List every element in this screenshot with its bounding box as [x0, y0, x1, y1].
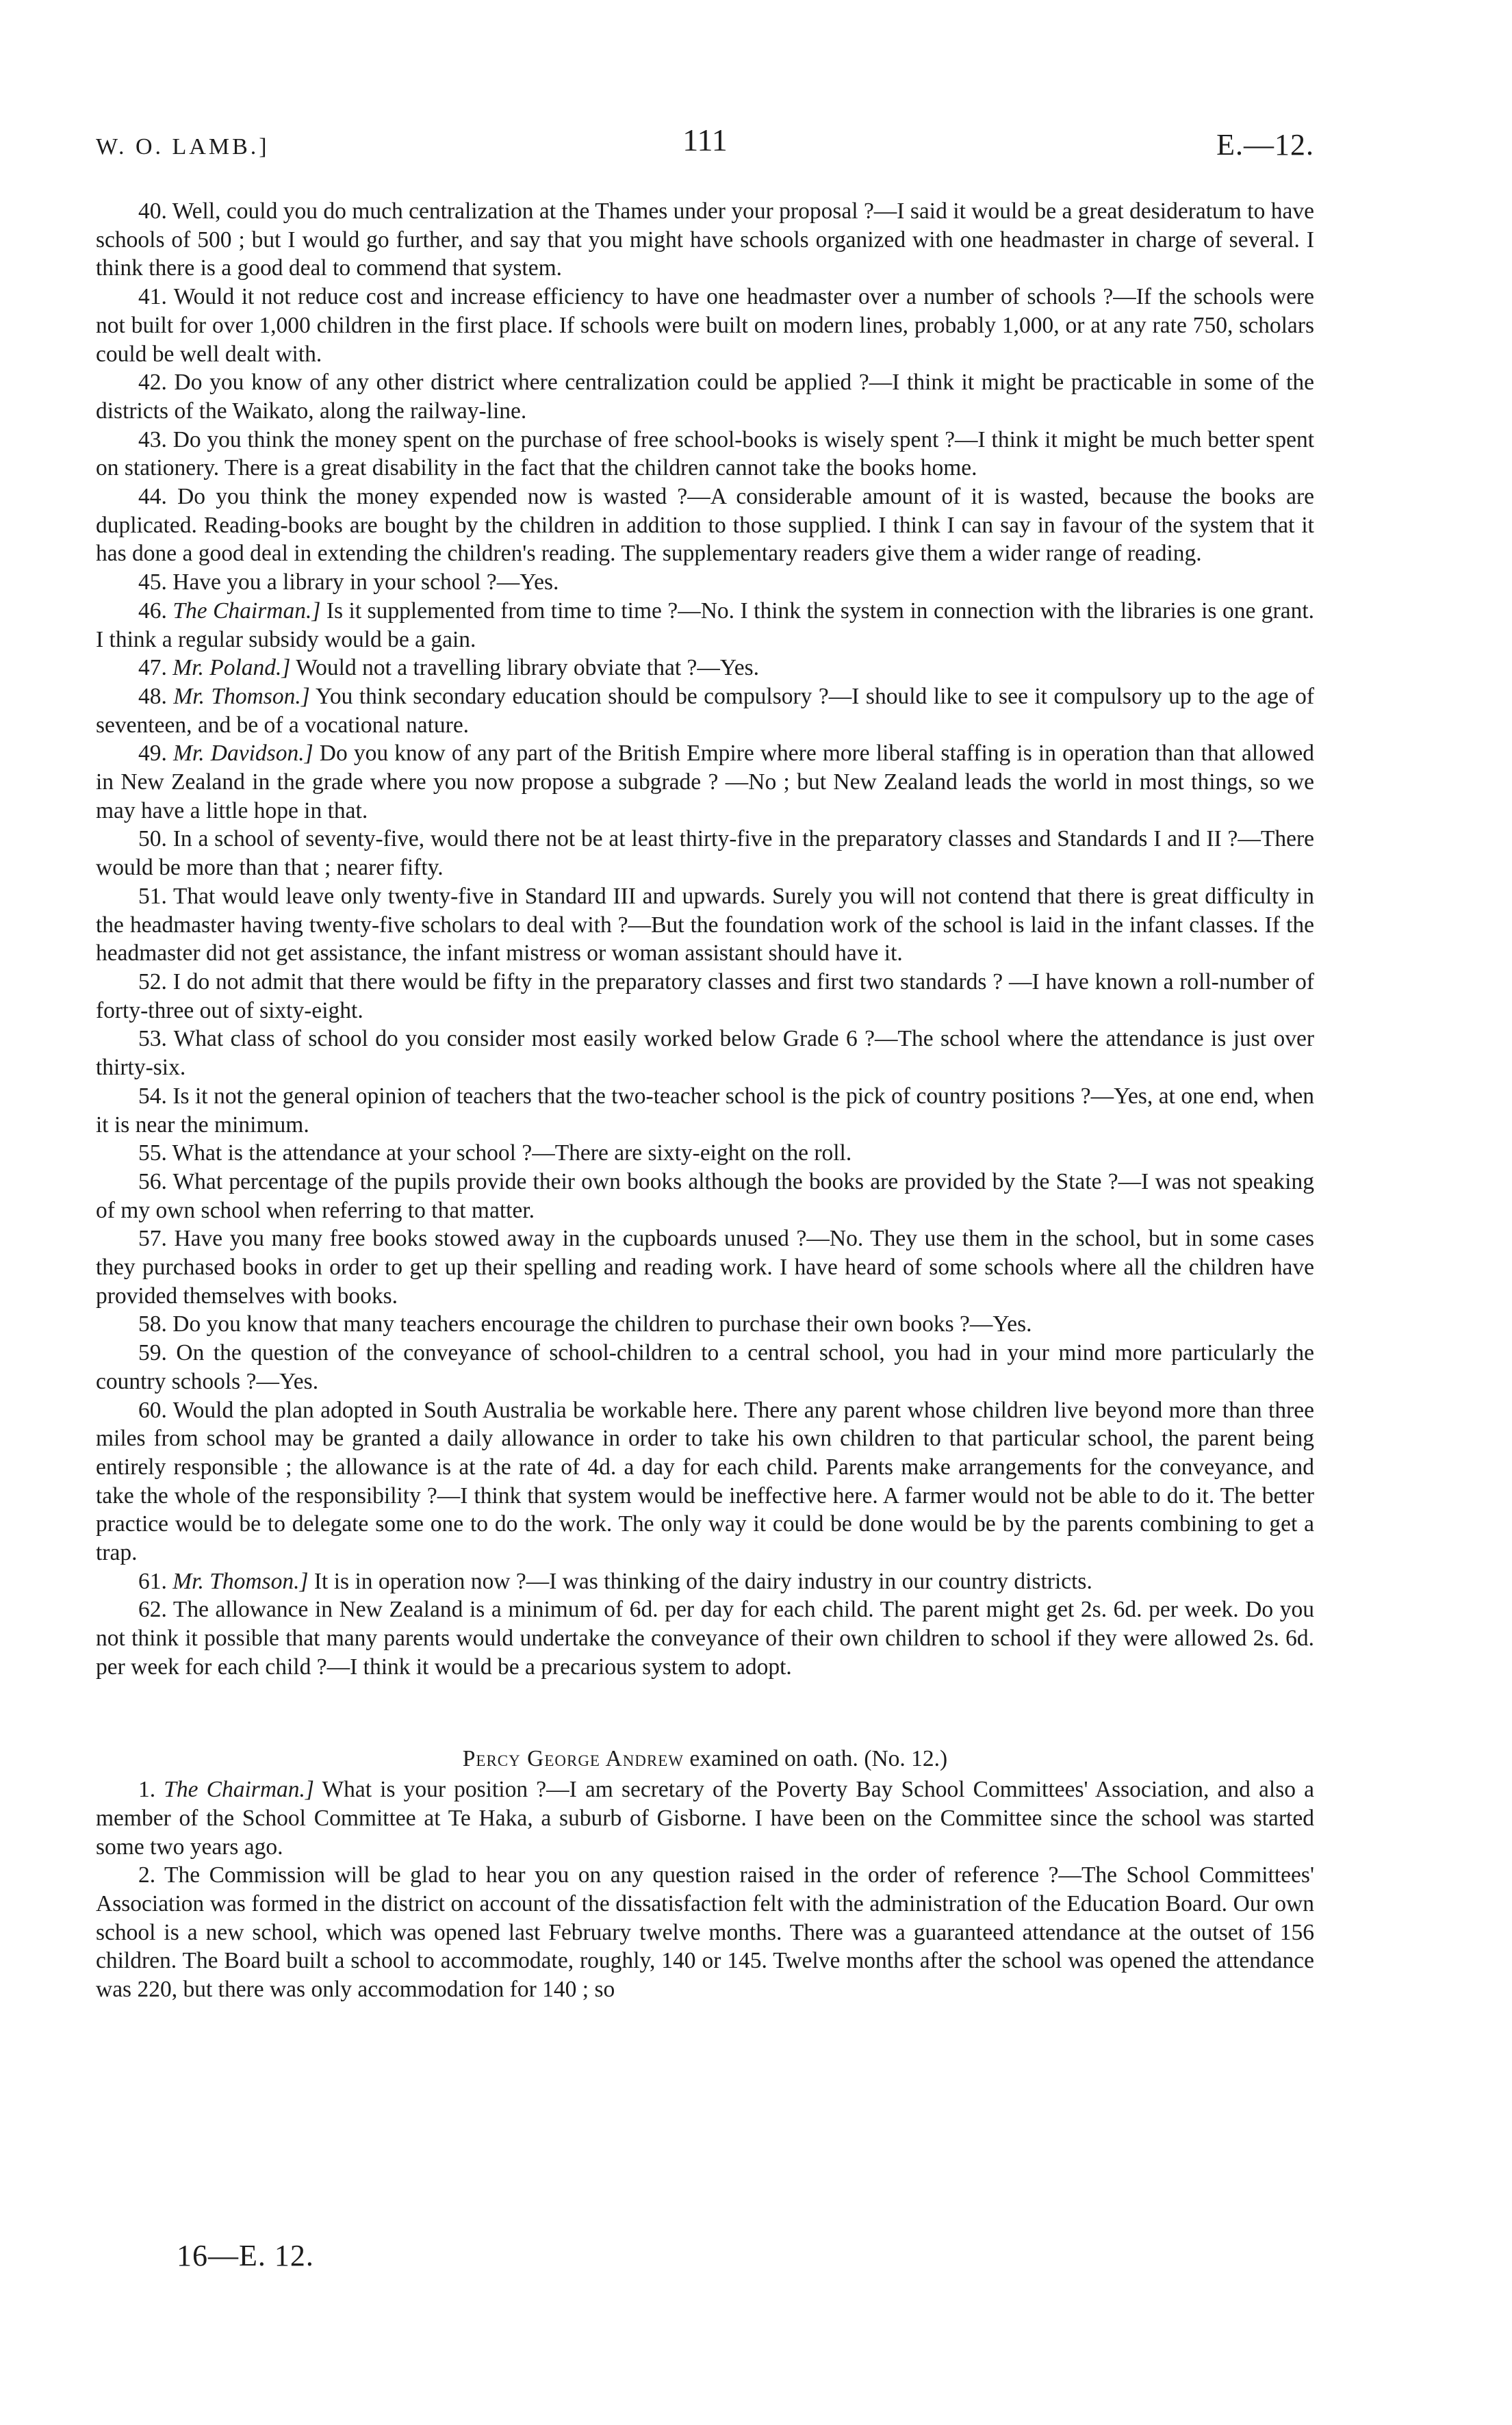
question-number: 44. — [138, 484, 167, 510]
page-number: 111 — [682, 123, 728, 157]
question-number: 47. — [138, 655, 167, 681]
qa-paragraph — [96, 1567, 1314, 1596]
question-text: In a school of seventy-five, would there not be at least thirty-five in the preparatory classes and Standards I and II ?—There would be more than that ; nearer fifty. — [96, 826, 1314, 881]
question-text: Would it not reduce cost and increase efficiency to have one headmaster over a number of schools ?—If the schools were not built for over 1,000 children in the first place. If schools were built on modern lines, probably 1,000, or at any rate 750, scholars could be well dealt with. — [96, 284, 1314, 367]
question-number: 59. — [138, 1340, 167, 1366]
document-body — [96, 197, 1314, 2004]
question-text: What is your position ?—I am secretary of the Poverty Bay School Committees' Association, and also a member of the School Committee at Te Haka, a suburb of Gisborne. I have been on the Committee since the school was started some two years ago. — [96, 1777, 1315, 1860]
question-number: 56. — [138, 1168, 167, 1194]
speaker-name: Mr. Poland.] — [172, 655, 291, 681]
qa-paragraph — [96, 368, 1314, 425]
qa-paragraph — [96, 682, 1314, 739]
qa-paragraph — [96, 197, 1314, 283]
qa-paragraph — [96, 654, 1314, 682]
question-number: 62. — [138, 1597, 167, 1623]
question-text: What percentage of the pupils provide their own books although the books are provided by the State ?—I was not speaking of my own school when referring to that matter. — [96, 1168, 1314, 1223]
question-number: 60. — [138, 1397, 167, 1423]
qa-paragraph — [96, 568, 1314, 597]
question-text: Do you think the money spent on the purchase of free school-books is wisely spent ?—I think it might be much better spent on stationery. There is a great disability in the fact that the children cannot take the books home. — [96, 426, 1314, 481]
question-number: 50. — [138, 826, 167, 852]
question-text: Do you know of any part of the British Empire where more liberal staffing is in operation than that allowed in New Zealand in the grade where you now propose a subgrade ? —No ; but New Zealand leads the world in most things, so we may have a little hope in that. — [96, 741, 1315, 823]
question-number: 43. — [138, 426, 167, 452]
qa-paragraph — [96, 1139, 1314, 1168]
witness-heading — [96, 1745, 1314, 1773]
question-text: What class of school do you consider most easily worked below Grade 6 ?—The school where the attendance is just over thirty-six. — [96, 1026, 1314, 1081]
question-text: That would leave only twenty-five in Standard III and upwards. Surely you will not contend that there is great difficulty in the headmaster having twenty-five scholars to deal with ?—But the foundation work of the school is laid in the infant classes. If the headmaster did not get assistance, the infant mistress or woman assistant should have it. — [96, 883, 1314, 966]
qa-paragraph — [96, 283, 1314, 368]
question-number: 55. — [138, 1140, 167, 1166]
qa-paragraph — [96, 968, 1314, 1025]
document-code: E.—12. — [1216, 128, 1314, 162]
question-number: 61. — [138, 1568, 167, 1594]
qa-paragraph — [96, 1310, 1314, 1339]
question-text: You think secondary education should be compulsory ?—I should like to see it compulsory up to the age of seventeen, and be of a vocational nature. — [96, 683, 1314, 738]
andrew-testimony — [96, 1775, 1314, 2004]
qa-paragraph — [96, 825, 1314, 882]
question-number: 54. — [138, 1083, 167, 1109]
question-number: 48. — [138, 683, 167, 709]
signature-mark: 16—E. 12. — [177, 2239, 314, 2272]
qa-paragraph — [96, 882, 1314, 968]
qa-paragraph — [96, 483, 1314, 568]
qa-paragraph — [96, 597, 1314, 654]
question-text: Have you many free books stowed away in the cupboards unused ?—No. They use them in the school, but in some cases they purchased books in order to get up their spelling and reading work. I have heard of some schools where all the children have provided themselves with books. — [96, 1226, 1315, 1309]
question-text: The Commission will be glad to hear you on any question raised in the order of reference ?—The School Committees' Association was formed in the district on account of the dissatisfaction felt with the administration of the Education Board. Our own school is a new school, which was opened last February twelve months. There was a guaranteed attendance at the outset of 156 children. The Board built a school to accommodate, roughly, 140 or 145. Twelve months after the school was opened the attendance was 220, but there was only accommodation for 140 ; so — [96, 1862, 1314, 2003]
witness-running-head: W. O. LAMB.] — [96, 134, 270, 159]
question-text: Do you know that many teachers encourage the children to purchase their own books ?—Yes. — [172, 1311, 1032, 1337]
qa-paragraph — [96, 1396, 1314, 1567]
question-number: 40. — [138, 198, 167, 224]
question-text: What is the attendance at your school ?—There are sixty-eight on the roll. — [172, 1140, 852, 1166]
question-text: Is it supplemented from time to time ?—No. I think the system in connection with the libraries is one grant. I think a regular subsidy would be a gain. — [96, 598, 1315, 652]
question-text: Would not a travelling library obviate that ?—Yes. — [296, 655, 759, 681]
qa-paragraph — [96, 1224, 1314, 1310]
question-text: It is in operation now ?—I was thinking of the dairy industry in our country districts. — [313, 1568, 1092, 1594]
question-text: I do not admit that there would be fifty in the preparatory classes and first two standards ? —I have known a roll-number of forty-three out of sixty-eight. — [96, 968, 1315, 1023]
question-number: 2. — [138, 1862, 156, 1888]
witness-name: Percy George Andrew — [462, 1745, 684, 1771]
question-number: 49. — [138, 741, 167, 767]
qa-paragraph — [96, 426, 1314, 483]
lamb-testimony — [96, 197, 1314, 1682]
speaker-name: Mr. Thomson.] — [172, 1568, 309, 1594]
question-number: 45. — [138, 569, 167, 595]
qa-paragraph — [96, 1595, 1314, 1681]
question-text: Do you know of any other district where centralization could be applied ?—I think it might be practicable in some of the districts of the Waikato, along the railway-line. — [96, 370, 1315, 424]
section-gap — [96, 1682, 1314, 1745]
qa-paragraph — [96, 1861, 1314, 2004]
qa-paragraph — [96, 739, 1314, 825]
question-number: 58. — [138, 1311, 167, 1337]
speaker-name: The Chairman.] — [172, 598, 321, 624]
question-number: 53. — [138, 1026, 167, 1052]
question-text: Is it not the general opinion of teachers that the two-teacher school is the pick of country positions ?—Yes, at one end, when it is near the minimum. — [96, 1083, 1314, 1138]
question-text: The allowance in New Zealand is a minimum of 6d. per day for each child. The parent might get 2s. 6d. per week. Do you not think it possible that many parents would undertake the conveyance of their own children to school if they were allowed 2s. 6d. per week for each child ?—I think it would be a precarious system to adopt. — [96, 1597, 1314, 1680]
question-text: Have you a library in your school ?—Yes. — [172, 569, 559, 595]
qa-paragraph — [96, 1775, 1314, 1861]
speaker-name: Mr. Thomson.] — [173, 683, 310, 709]
question-number: 52. — [138, 968, 167, 995]
qa-paragraph — [96, 1168, 1314, 1224]
speaker-name: Mr. Davidson.] — [173, 741, 313, 767]
question-number: 42. — [138, 370, 167, 396]
question-text: Would the plan adopted in South Australia be workable here. There any parent whose children live beyond more than three miles from school may be granted a daily allowance in order to take his own children to that particular school, the parent being entirely responsible ; the allowance is at the rate of 4d. a day for each child. Parents make arrangements for the conveyance, and take the whole of the responsibility ?—I think that system would be ineffective here. A farmer would not be able to do it. The better practice would be to delegate some one to do the work. The only way it could be done would be by the parents combining to get a trap. — [96, 1397, 1314, 1566]
qa-paragraph — [96, 1339, 1314, 1396]
question-text: Do you think the money expended now is wasted ?—A considerable amount of it is wasted, because the books are duplicated. Reading-books are bought by the children in addition to those supplied. I think I can say in favour of the system that it has done a good deal in extending the children's reading. The supplementary readers give them a wider range of reading. — [96, 484, 1314, 567]
speaker-name: The Chairman.] — [164, 1777, 314, 1803]
witness-number: (No. 12.) — [864, 1745, 948, 1771]
question-text: On the question of the conveyance of school-children to a central school, you had in your mind more particularly the country schools ?—Yes. — [96, 1340, 1315, 1394]
qa-paragraph — [96, 1025, 1314, 1081]
question-text: Well, could you do much centralization at the Thames under your proposal ?—I said it would be a great desideratum to have schools of 500 ; but I would go further, and say that you might have schools organized with one headmaster in charge of several. I think there is a good deal to commend that system. — [96, 198, 1314, 281]
page-header — [96, 122, 1314, 170]
witness-examined: examined on oath. — [689, 1745, 858, 1771]
question-number: 51. — [138, 883, 167, 909]
question-number: 57. — [138, 1226, 167, 1252]
question-number: 41. — [138, 284, 167, 310]
question-number: 46. — [138, 598, 167, 624]
question-number: 1. — [138, 1777, 156, 1803]
qa-paragraph — [96, 1082, 1314, 1139]
